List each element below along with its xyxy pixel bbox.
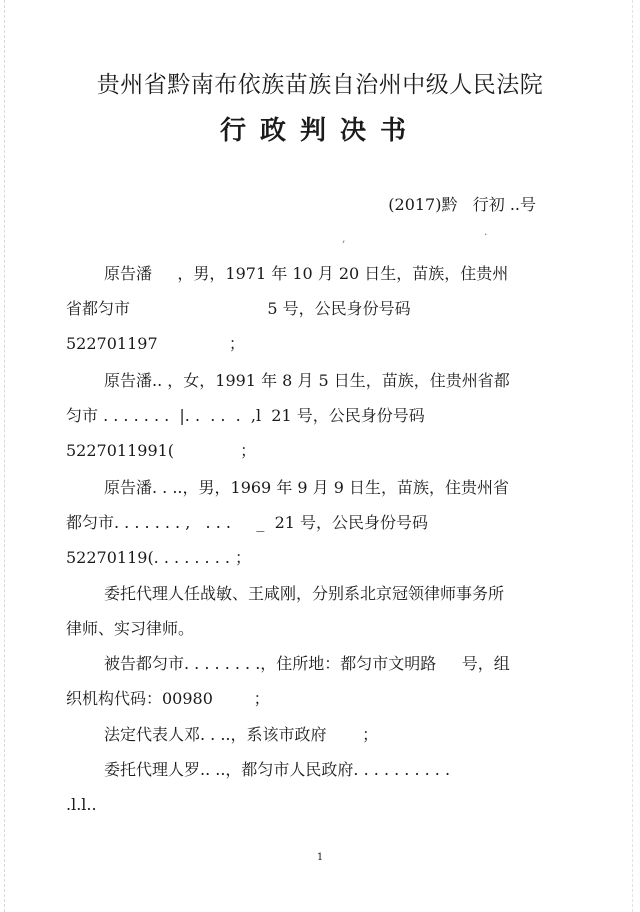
- body-line: 522701197 ；: [66, 334, 245, 353]
- body-line: 5227011991( ；: [66, 441, 257, 460]
- body-line: .l.l..: [66, 795, 97, 814]
- body-line: 匀市 . . . . . . . |. . . . . ,l 21 号，公民身份号码: [66, 406, 425, 425]
- body-line: 原告潘. . ..，男，1969 年 9 月 9 日生，苗族，住贵州省: [104, 478, 510, 497]
- scan-speck: ,: [342, 232, 346, 245]
- body-line: 原告潘 ，男，1971 年 10 月 20 日生，苗族，住贵州: [104, 264, 509, 283]
- page-number: 1: [316, 852, 324, 863]
- body-line: 法定代表人邓. . ..，系该市政府 ；: [104, 725, 379, 744]
- case-number: (2017)黔 行初 ..号: [388, 195, 536, 214]
- body-line: 被告都匀市. . . . . . . .，住所地：都匀市文明路 号，组: [104, 654, 510, 673]
- body-line: 都匀市. . . . . . . , . . . _ 21 号，公民身份号码: [66, 513, 429, 532]
- document-title: 行政判决书: [219, 116, 420, 146]
- court-name: 贵州省黔南布依族苗族自治州中级人民法院: [96, 72, 544, 98]
- body-line: 律师、实习律师。: [66, 619, 195, 638]
- scan-speck: ·: [484, 228, 488, 241]
- body-line: 原告潘.. ，女，1991 年 8 月 5 日生，苗族，住贵州省都: [104, 371, 510, 390]
- body-line: 52270119(. . . . . . . . ；: [66, 548, 252, 567]
- body-line: 织机构代码：00980 ；: [66, 689, 270, 708]
- body-line: 委托代理人任战敏、王咸刚，分别系北京冠领律师事务所: [104, 584, 505, 603]
- body-line: 委托代理人罗.. ..，都匀市人民政府. . . . . . . . . .: [104, 760, 451, 779]
- body-line: 省都匀市 5 号，公民身份号码: [66, 299, 411, 318]
